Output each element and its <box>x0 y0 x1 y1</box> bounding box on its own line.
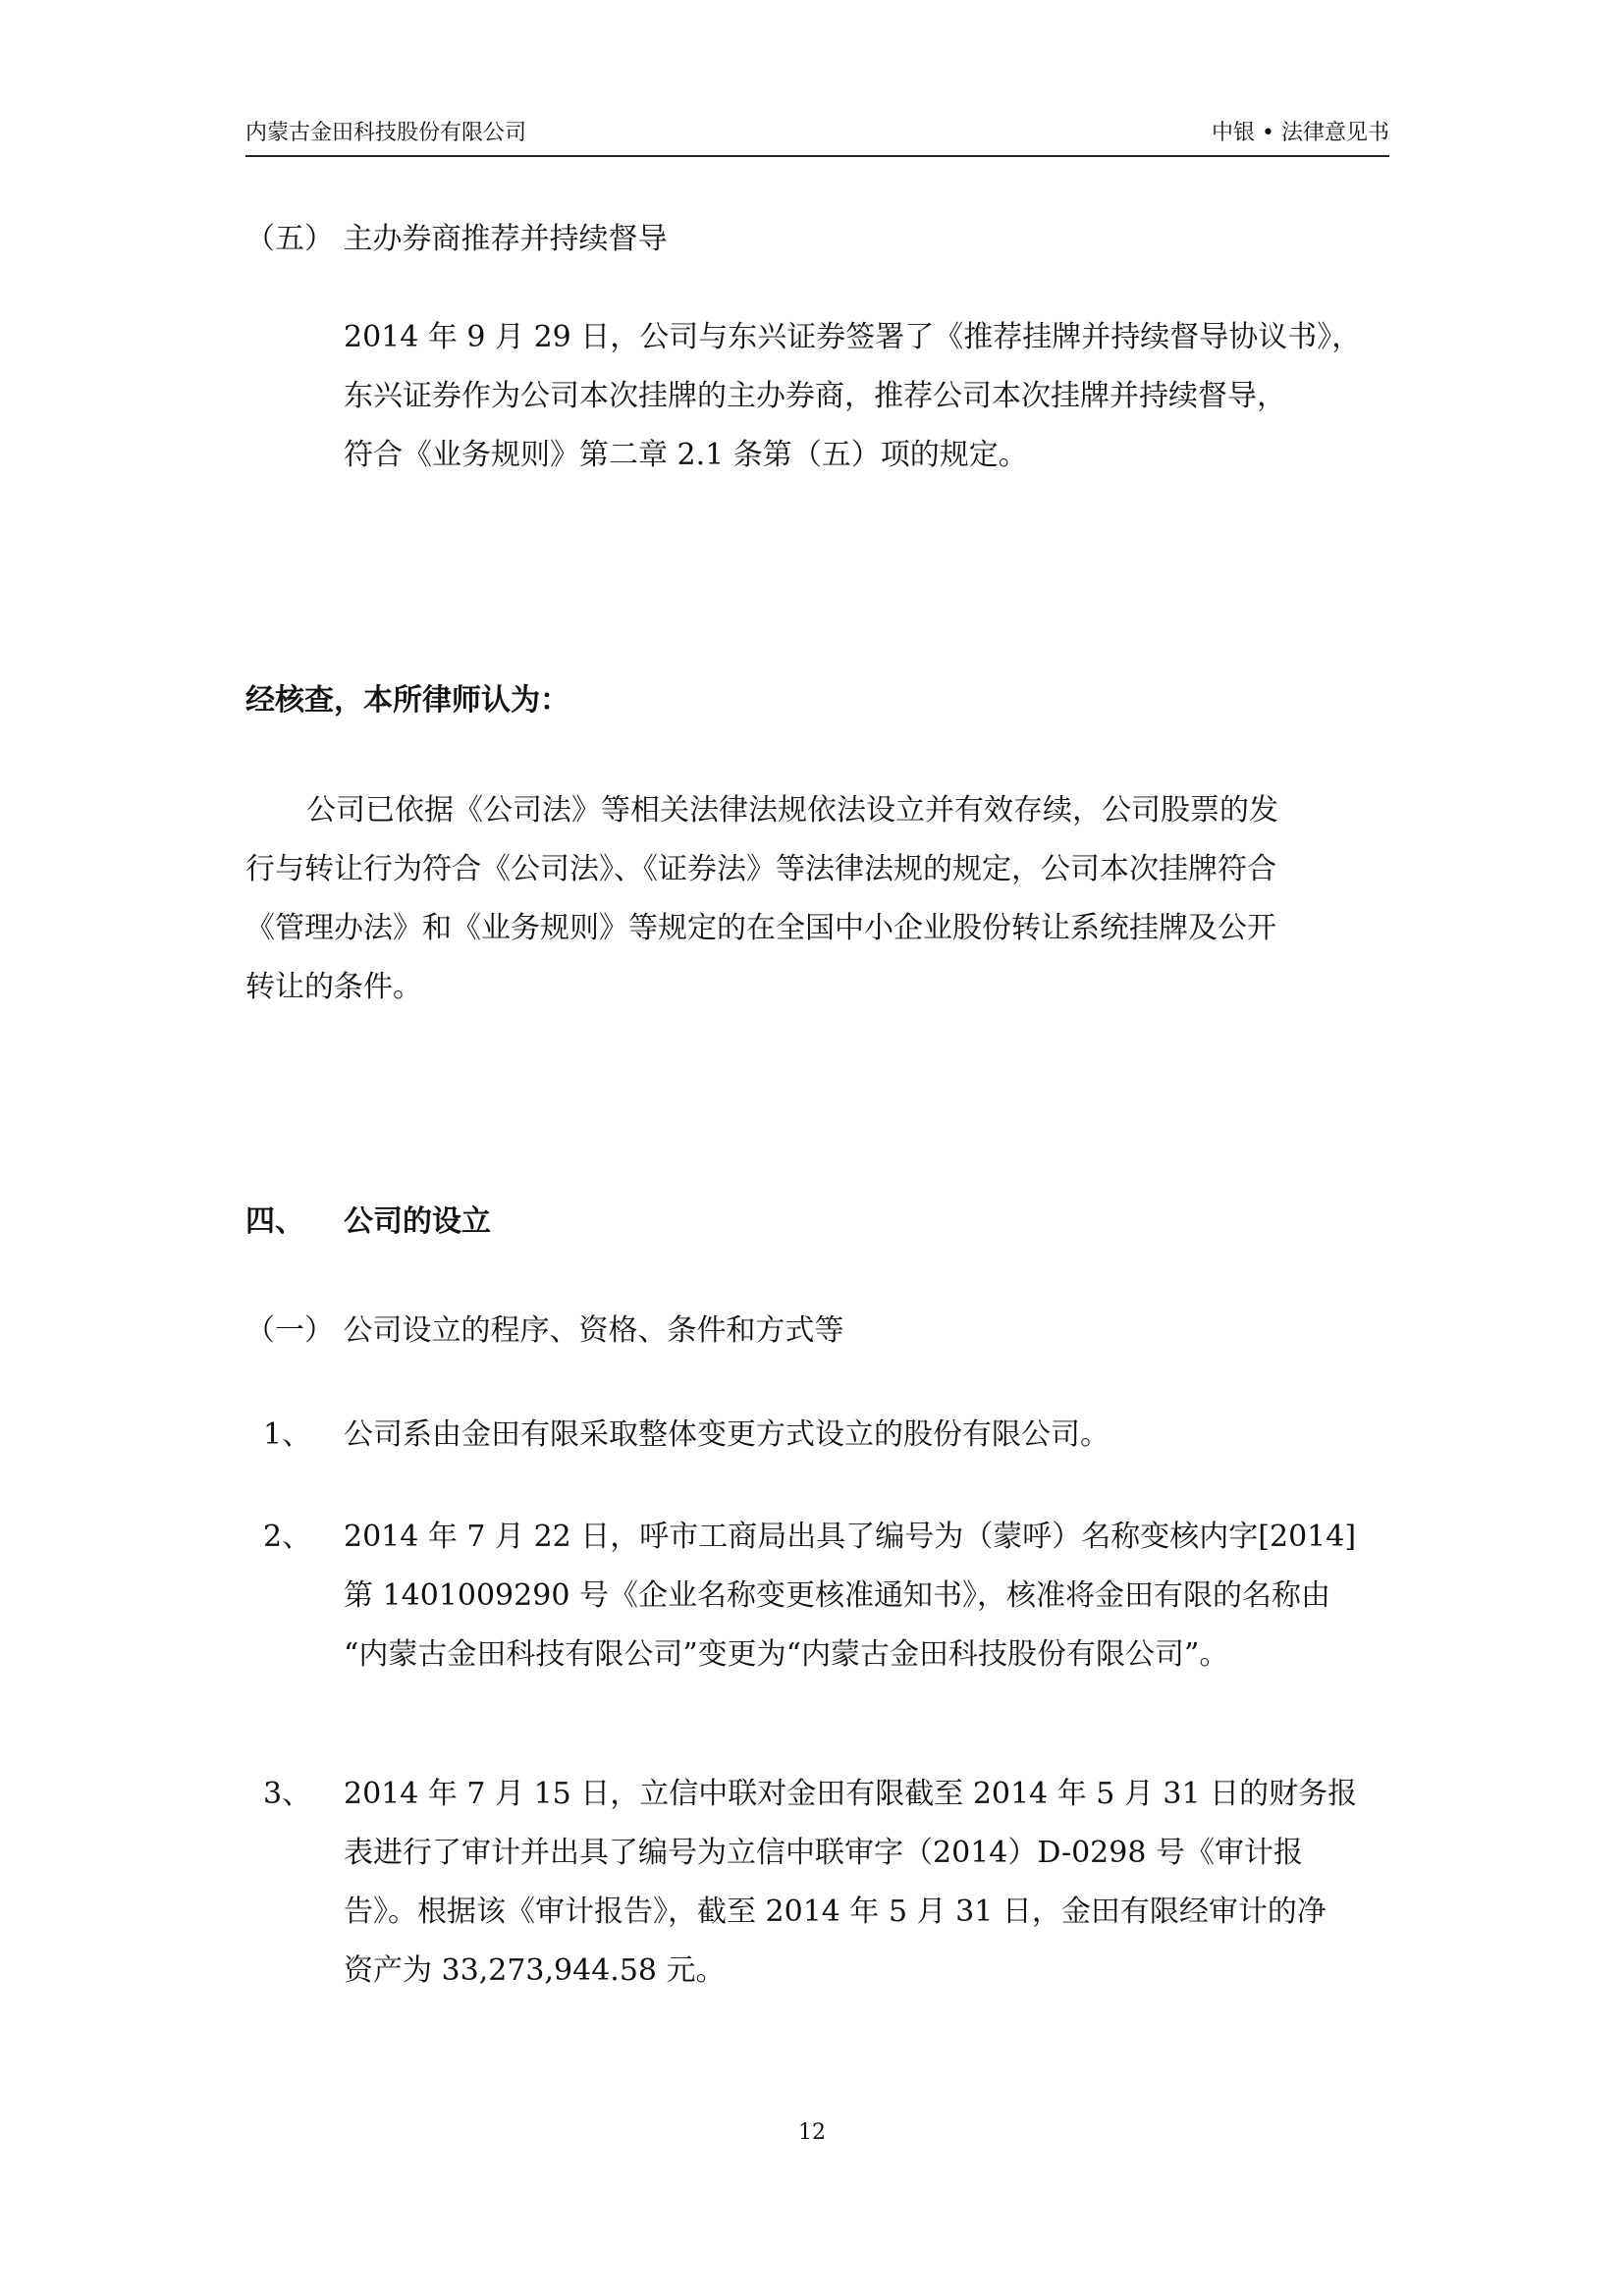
header-company-name: 内蒙古金田科技股份有限公司 <box>245 121 527 145</box>
paragraph-line: 转让的条件。 <box>245 970 422 1004</box>
paragraph-line: 公司已依据《公司法》等相关法律法规依法设立并有效存续，公司股票的发 <box>306 793 1278 828</box>
header-document-title: 中银 • 法律意见书 <box>1212 121 1389 145</box>
paragraph-line: 告》。根据该《审计报告》，截至 2014 年 5 月 31 日，金田有限经审计的净 <box>344 1895 1326 1929</box>
section-5-title: （五） 主办券商推荐并持续督导 <box>245 222 668 256</box>
section-4-title: 公司的设立 <box>344 1204 491 1239</box>
paragraph-line: 东兴证券作为公司本次挂牌的主办券商，推荐公司本次挂牌并持续督导， <box>344 379 1286 413</box>
item-3-text <box>344 1765 1357 2001</box>
conclusion-title: 经核查，本所律师认为： <box>245 683 569 718</box>
section-4-number: 四、 <box>245 1204 304 1239</box>
paragraph-line: 《管理办法》和《业务规则》等规定的在全国中小企业股份转让系统挂牌及公开 <box>245 911 1276 945</box>
paragraph-line: “内蒙古金田科技有限公司”变更为“内蒙古金田科技股份有限公司”。 <box>344 1637 1229 1672</box>
subsection-1-title: （一） 公司设立的程序、资格、条件和方式等 <box>245 1313 844 1348</box>
page-header <box>245 116 1389 157</box>
paragraph-line: 符合《业务规则》第二章 2.1 条第（五）项的规定。 <box>344 438 1028 472</box>
item-2-number: 2、 <box>263 1520 312 1554</box>
item-1-number: 1、 <box>263 1417 312 1452</box>
paragraph-line: 资产为 33,273,944.58 元。 <box>344 1953 726 1988</box>
item-2-text <box>344 1508 1356 1684</box>
paragraph-line: 2014 年 7 月 15 日，立信中联对金田有限截至 2014 年 5 月 31 日的财务报 <box>344 1777 1358 1811</box>
page-number: 12 <box>798 2120 826 2145</box>
paragraph-line: 2014 年 7 月 22 日，呼市工商局出具了编号为（蒙呼）名称变核内字[2014] <box>344 1520 1357 1554</box>
item-3-number: 3、 <box>263 1777 312 1811</box>
paragraph-line: 表进行了审计并出具了编号为立信中联审字（2014）D-0298 号《审计报 <box>344 1836 1303 1870</box>
paragraph-line: 公司系由金田有限采取整体变更方式设立的股份有限公司。 <box>344 1417 1110 1452</box>
paragraph-line: 2014 年 9 月 29 日，公司与东兴证券签署了《推荐挂牌并持续督导协议书》， <box>344 320 1362 354</box>
paragraph-line: 第 1401009290 号《企业名称变更核准通知书》，核准将金田有限的名称由 <box>344 1578 1330 1613</box>
paragraph-line: 行与转让行为符合《公司法》、《证券法》等法律法规的规定，公司本次挂牌符合 <box>245 852 1276 886</box>
item-1-text <box>344 1406 1110 1465</box>
conclusion-paragraph <box>245 781 1278 1017</box>
section-5-paragraph <box>344 308 1361 485</box>
